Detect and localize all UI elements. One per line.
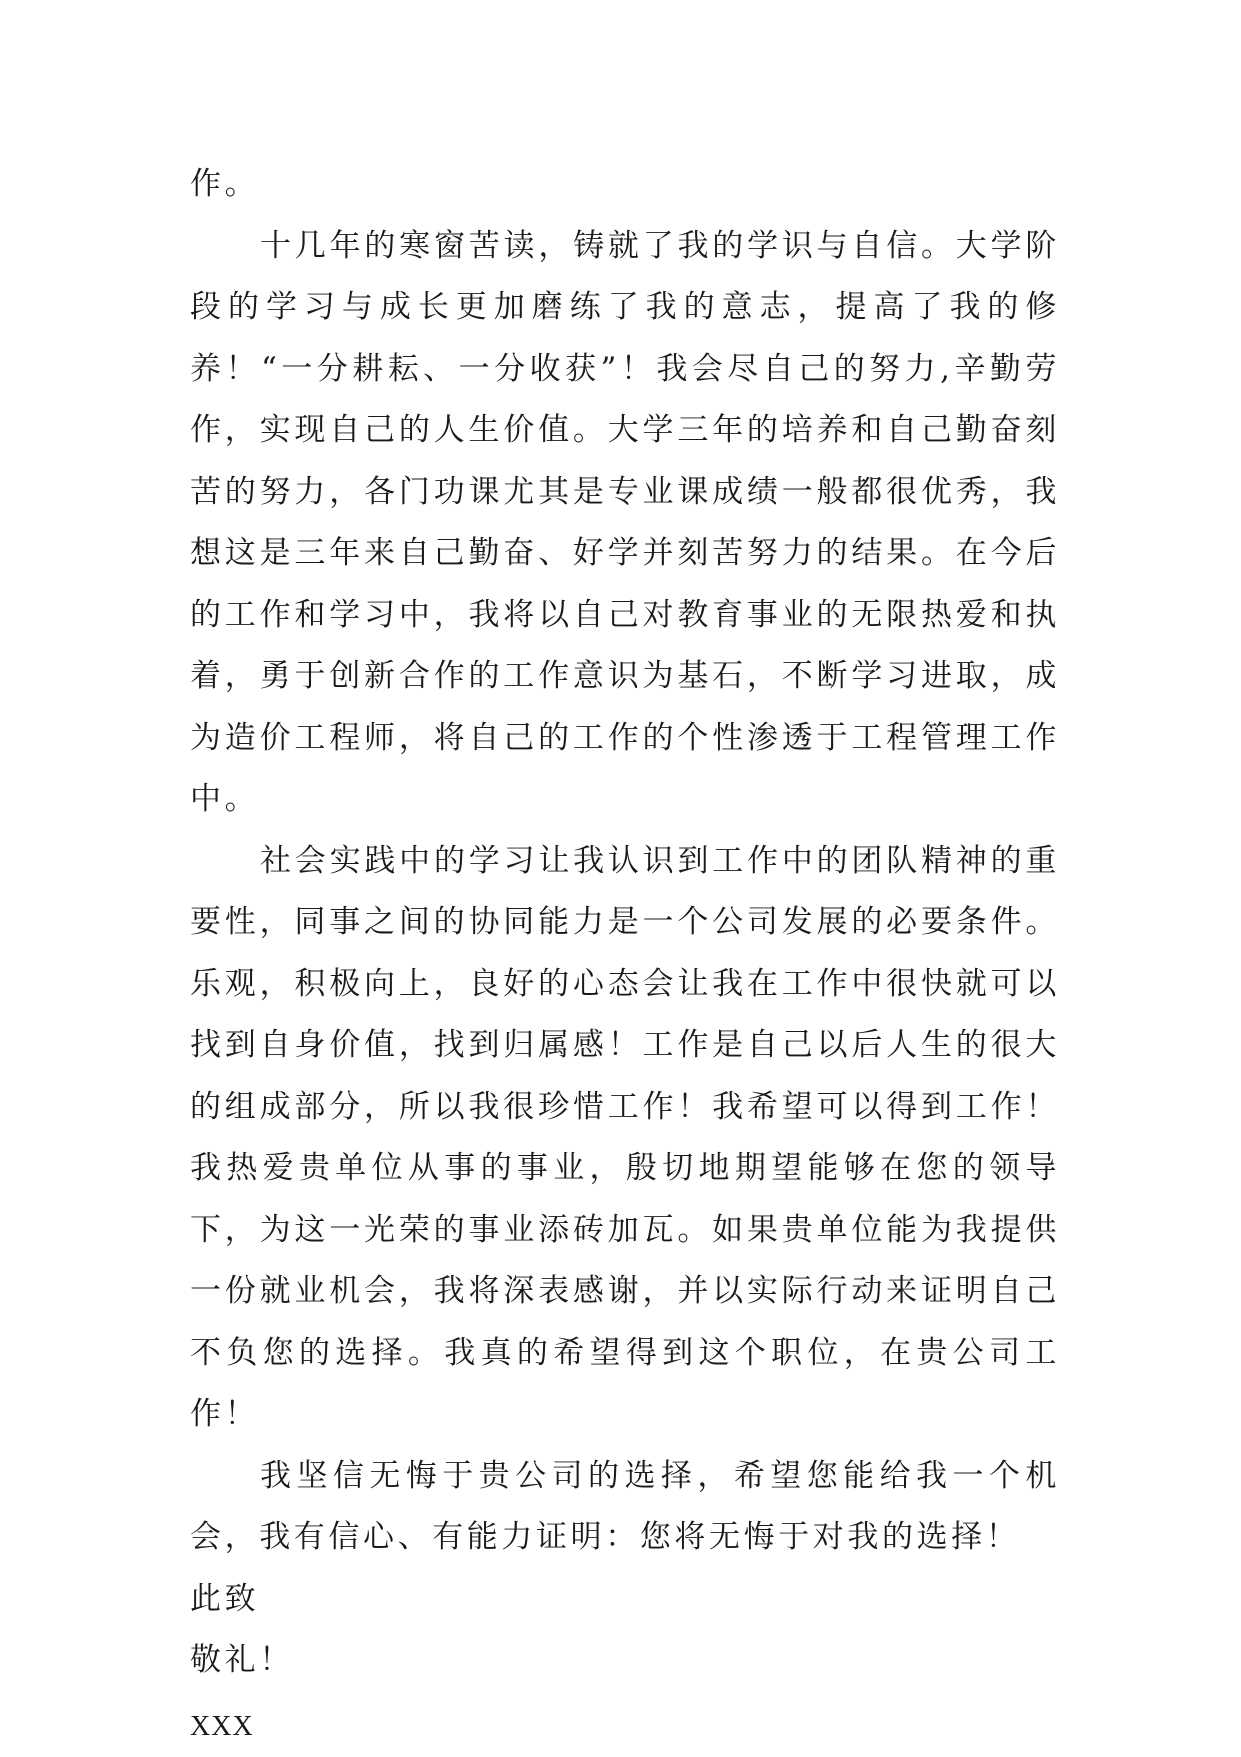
paragraph-study: 十几年的寒窗苦读，铸就了我的学识与自信。大学阶段的学习与成长更加磨练了我的意志，提高了我的修养！“一分耕耘、一分收获”！我会尽自己的努力,辛勤劳作，实现自己的人生价值。大学三年的培养和自己勤奋刻苦的努力，各门功课尤其是专业课成绩一般都很优秀，我想这是三年来自己勤奋、好学并刻苦努力的结果。在今后的工作和学习中，我将以自己对教育事业的无限热爱和执着，勇于创新合作的工作意识为基石，不断学习进取，成为造价工程师，将自己的工作的个性渗透于工程管理工作中。 bbox=[190, 216, 1060, 831]
paragraph-continuation: 作。 bbox=[190, 154, 1060, 216]
closing-regards: 敬礼！ bbox=[190, 1630, 1060, 1692]
letter-body bbox=[190, 154, 1060, 1757]
paragraph-practice: 社会实践中的学习让我认识到工作中的团队精神的重要性，同事之间的协同能力是一个公司发展的必要条件。乐观，积极向上，良好的心态会让我在工作中很快就可以找到自身价值，找到归属感！工作是自己以后人生的很大的组成部分，所以我很珍惜工作！我希望可以得到工作！我热爱贵单位从事的事业，殷切地期望能够在您的领导下，为这一光荣的事业添砖加瓦。如果贵单位能为我提供一份就业机会，我将深表感谢，并以实际行动来证明自己不负您的选择。我真的希望得到这个职位，在贵公司工作！ bbox=[190, 831, 1060, 1446]
closing-salutation: 此致 bbox=[190, 1569, 1060, 1631]
signature: XXX bbox=[190, 1696, 1060, 1757]
paragraph-conclusion: 我坚信无悔于贵公司的选择，希望您能给我一个机会，我有信心、有能力证明：您将无悔于对我的选择！ bbox=[190, 1446, 1060, 1569]
